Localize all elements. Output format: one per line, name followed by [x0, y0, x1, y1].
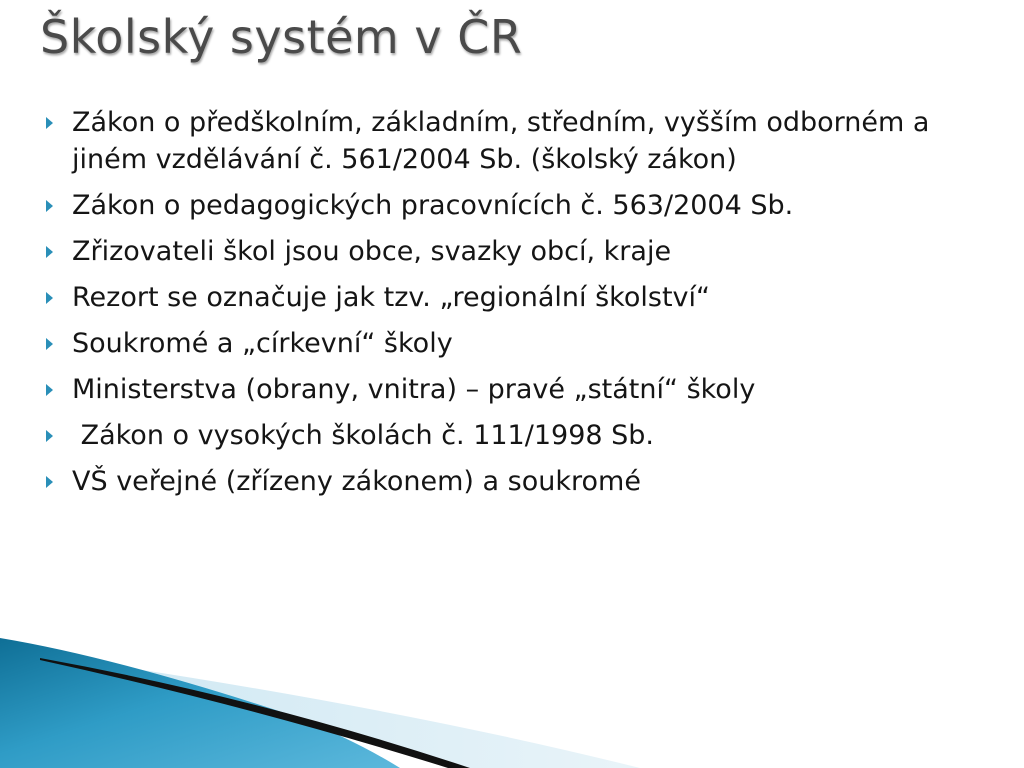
bullet-item: [40, 417, 1000, 454]
bullet-text: VŠ veřejné (zřízeny zákonem) a soukromé: [72, 466, 641, 497]
bullet-text: Ministerstva (obrany, vnitra) – pravé „státní“ školy: [72, 374, 756, 405]
bullet-text: Rezort se označuje jak tzv. „regionální školství“: [72, 282, 710, 313]
corner-swoosh-decoration: [0, 638, 1024, 768]
bullet-item: [40, 187, 1000, 224]
bullet-arrow-icon: [46, 117, 53, 129]
bullet-text: Soukromé a „církevní“ školy: [72, 328, 453, 359]
bullet-text: Zákon o vysokých školách č. 111/1998 Sb.: [72, 420, 654, 451]
bullet-arrow-icon: [46, 384, 53, 396]
slide-title: Školský systém v ČR: [40, 10, 523, 64]
bullet-arrow-icon: [46, 476, 53, 488]
bullet-item: [40, 233, 1000, 270]
bullet-list: [40, 104, 1000, 509]
bullet-item: [40, 279, 1000, 316]
bullet-arrow-icon: [46, 292, 53, 304]
bullet-text: Zákon o předškolním, základním, středním, vyšším odborném a jiném vzdělávání č. 561/2004 Sb. (školský zákon): [72, 107, 930, 175]
teal-wave-shape: [0, 638, 400, 768]
bullet-item: [40, 371, 1000, 408]
bullet-item: [40, 463, 1000, 500]
bullet-text: Zákon o pedagogických pracovnících č. 563/2004 Sb.: [72, 190, 794, 221]
bullet-arrow-icon: [46, 200, 53, 212]
bullet-arrow-icon: [46, 430, 53, 442]
bullet-text: Zřizovateli škol jsou obce, svazky obcí, kraje: [72, 236, 672, 267]
bullet-item: [40, 104, 1000, 178]
bullet-arrow-icon: [46, 246, 53, 258]
bullet-item: [40, 325, 1000, 362]
bullet-arrow-icon: [46, 338, 53, 350]
